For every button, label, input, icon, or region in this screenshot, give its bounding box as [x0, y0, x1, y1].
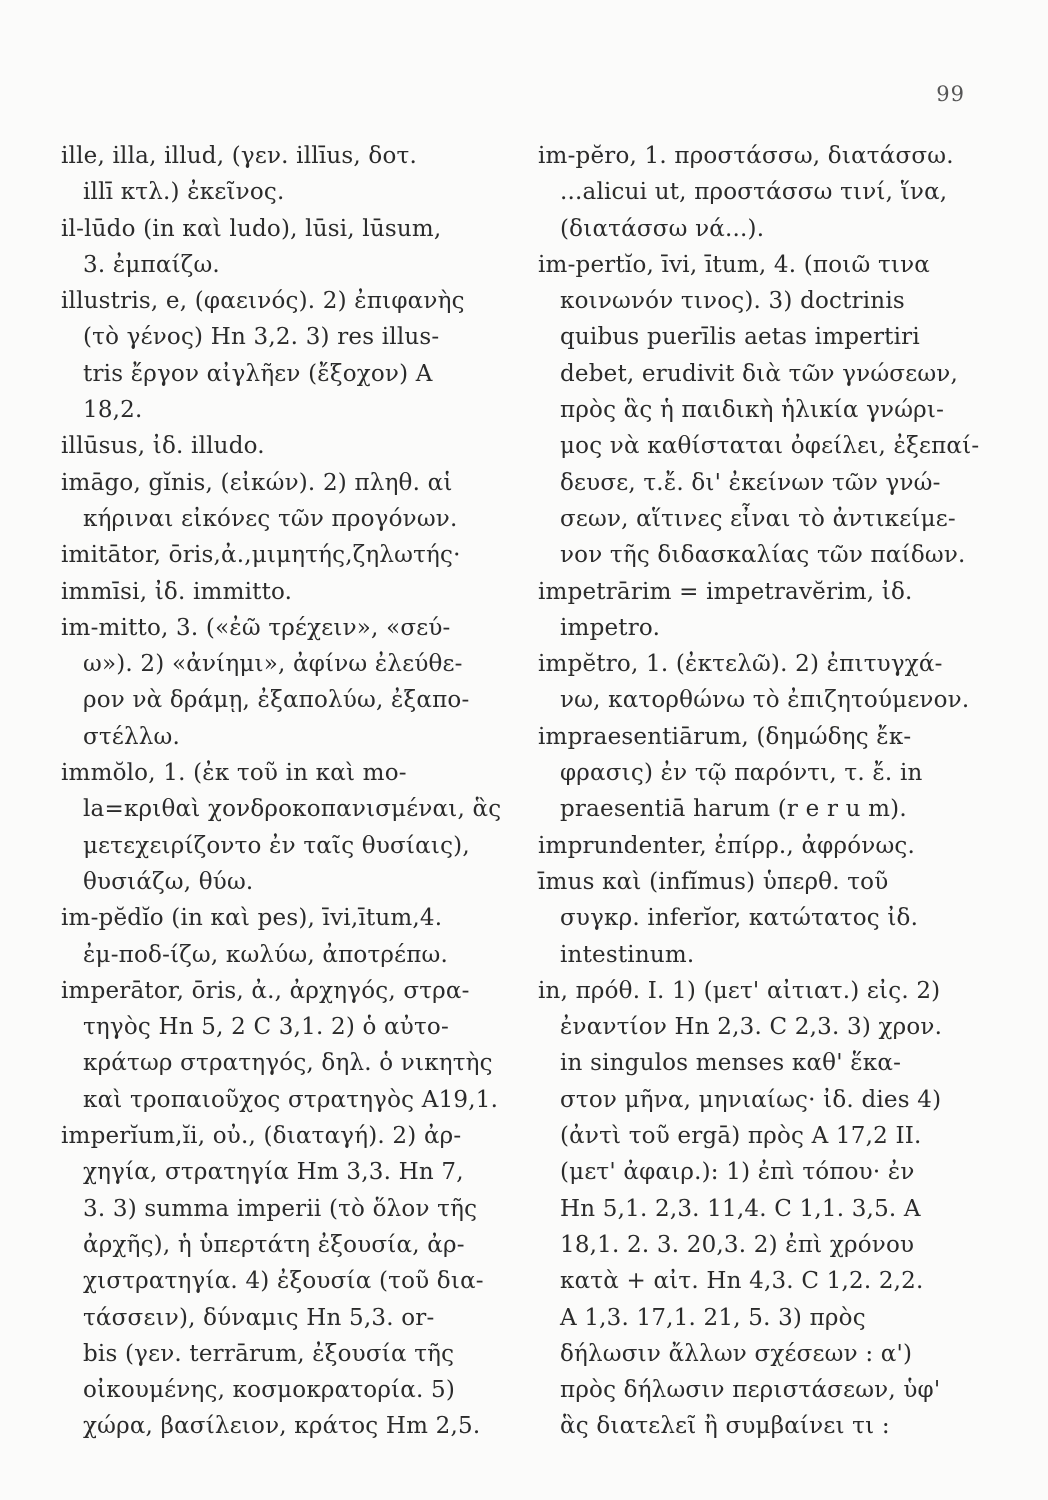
text-line: im-pĕro, 1. προστάσσω, διατάσσω.: [538, 143, 954, 169]
text-line: δήλωσιν ἄλλων σχέσεων : α'): [560, 1340, 913, 1367]
text-line: κήριναι εἰκόνες τῶν προγόνων.: [83, 505, 458, 532]
text-line: imperĭum,ĭi, οὐ., (διαταγή). 2) ἀρ-: [61, 1123, 462, 1150]
text-line: ἃς διατελεῖ ἢ συμβαίνει τι :: [560, 1413, 890, 1440]
text-line: συγκρ. inferĭor, κατώτατος ἰδ.: [560, 905, 919, 932]
text-line: ἐμ-ποδ-ίζω, κωλύω, ἀποτρέπω.: [83, 941, 449, 968]
text-line: θυσιάζω, θύω.: [83, 868, 254, 895]
text-line: ἐναντίον Hn 2,3. C 2,3. 3) χρον.: [560, 1014, 943, 1041]
text-line: (τὸ γένος) Hn 3,2. 3) res illus-: [83, 324, 440, 351]
text-line: impetro.: [560, 614, 661, 641]
text-line: īmus καὶ (infĭmus) ὑπερθ. τοῦ: [538, 868, 889, 895]
text-line: 18,2.: [83, 397, 143, 424]
text-line: (διατάσσω νά...).: [560, 215, 765, 242]
page-number: 99: [936, 82, 965, 106]
text-line: intestinum.: [560, 941, 695, 968]
text-line: illī κτλ.) ἐκεῖνος.: [83, 179, 285, 206]
text-line: illustris, e, (φαεινός). 2) ἐπιφανὴς: [61, 288, 465, 315]
text-line: immŏlo, 1. (ἐκ τοῦ in καὶ mo-: [61, 760, 407, 787]
text-line: καὶ τροπαιοῦχος στρατηγὸς A19,1.: [83, 1086, 499, 1113]
text-line: νω, κατορθώνω τὸ ἐπιζητούμενον.: [560, 687, 970, 714]
text-line: im-pĕdĭo (in καὶ pes), īvi,ītum,4.: [61, 905, 443, 932]
text-line: la=κριθαὶ χονδροκοπανισμέναι, ἃς: [83, 796, 502, 823]
text-line: immīsi, ἰδ. immitto.: [61, 578, 293, 605]
text-line: 18,1. 2. 3. 20,3. 2) ἐπὶ χρόνου: [560, 1231, 915, 1258]
text-line: χώρα, βασίλειον, κράτος Hm 2,5.: [83, 1413, 481, 1440]
text-line: 3. ἐμπαίζω.: [83, 251, 220, 278]
text-line: δευσε, τ.ἔ. δι' ἐκείνων τῶν γνώ-: [560, 469, 941, 496]
text-line: Hn 5,1. 2,3. 11,4. C 1,1. 3,5. A: [560, 1195, 921, 1222]
text-line: 3. 3) summa imperii (τὸ ὅλον τῆς: [83, 1195, 478, 1222]
text-line: τηγὸς Hn 5, 2 C 3,1. 2) ὁ αὐτο-: [83, 1014, 449, 1041]
text-line: οἰκουμένης, κοσμοκρατορία. 5): [83, 1377, 456, 1404]
text-line: in, πρόθ. I. 1) (μετ' αἰτιατ.) εἰς. 2): [538, 977, 941, 1004]
text-line: ille, illa, illud, (γεν. illīus, δοτ.: [61, 143, 417, 169]
text-line: il-lūdo (in καὶ ludo), lūsi, lūsum,: [61, 215, 442, 242]
text-line: ρον νὰ δράμῃ, ἐξαπολύω, ἐξαπο-: [83, 687, 470, 714]
text-line: φρασις) ἐν τῷ παρόντι, τ. ἔ. in: [560, 760, 923, 787]
text-line: imāgo, gĭnis, (εἰκών). 2) πληθ. αἱ: [61, 469, 453, 496]
text-line: σεων, αἵτινες εἶναι τὸ ἀντικείμε-: [560, 505, 956, 532]
text-line: in singulos menses καθ' ἕκα-: [560, 1050, 902, 1077]
text-line: impĕtro, 1. (ἐκτελῶ). 2) ἐπιτυγχά-: [538, 651, 943, 678]
text-line: στον μῆνα, μηνιαίως· ἰδ. dies 4): [560, 1086, 942, 1113]
text-line: impraesentiārum, (δημώδης ἔκ-: [538, 723, 912, 750]
text-line: (μετ' ἀφαιρ.): 1) ἐπὶ τόπου· ἐν: [560, 1159, 915, 1186]
text-line: μετεχειρίζοντο ἐν ταῖς θυσίαις),: [83, 832, 470, 859]
text-line: im-mitto, 3. («ἐῶ τρέχειν», «σεύ-: [61, 614, 451, 641]
text-line: praesentiā harum (r e r u m).: [560, 796, 907, 823]
text-line: A 1,3. 17,1. 21, 5. 3) πρὸς: [560, 1304, 866, 1331]
text-line: στέλλω.: [83, 723, 180, 750]
text-line: illūsus, ἰδ. illudo.: [61, 433, 265, 460]
text-line: quibus puerīlis aetas impertiri: [560, 324, 920, 351]
text-line: κράτωρ στρατηγός, δηλ. ὁ νικητὴς: [83, 1050, 493, 1077]
text-line: ἀρχῆς), ἡ ὑπερτάτη ἐξουσία, ἀρ-: [83, 1231, 465, 1258]
text-line: (ἀντὶ τοῦ ergā) πρὸς A 17,2 II.: [560, 1123, 922, 1150]
text-line: μος νὰ καθίσταται ὀφείλει, ἐξεπαί-: [560, 433, 980, 460]
text-line: imperātor, ōris, ἀ., ἀρχηγός, στρα-: [61, 977, 470, 1004]
text-line: debet, erudivit διὰ τῶν γνώσεων,: [560, 360, 958, 387]
left-column: [61, 138, 502, 1445]
text-line: ...alicui ut, προστάσσω τινί, ἵνα,: [560, 179, 948, 206]
text-line: τάσσειν), δύναμις Hn 5,3. or-: [83, 1304, 435, 1331]
right-column: [538, 138, 980, 1445]
text-line: πρὸς ἃς ἡ παιδικὴ ἡλικία γνώρι-: [560, 397, 945, 424]
text-line: κοινωνόν τινος). 3) doctrinis: [560, 288, 905, 315]
text-line: impetrārim = impetravĕrim, ἰδ.: [538, 578, 913, 605]
text-line: πρὸς δήλωσιν περιστάσεων, ὑφ': [560, 1377, 941, 1404]
text-line: bis (γεν. terrārum, ἐξουσία τῆς: [83, 1340, 455, 1367]
text-line: imprundenter, ἐπίρρ., ἀφρόνως.: [538, 832, 915, 859]
text-line: χιστρατηγία. 4) ἐξουσία (τοῦ δια-: [83, 1268, 484, 1295]
text-line: imitātor, ōris,ἀ.,μιμητής,ζηλωτής·: [61, 542, 461, 569]
text-line: κατὰ + αἰτ. Hn 4,3. C 1,2. 2,2.: [560, 1268, 924, 1295]
text-line: νον τῆς διδασκαλίας τῶν παίδων.: [560, 542, 966, 569]
text-line: tris ἔργον αἰγλῆεν (ἔξοχον) A: [83, 360, 433, 387]
text-line: im-pertĭo, īvi, ītum, 4. (ποιῶ τινα: [538, 251, 931, 278]
text-line: χηγία, στρατηγία Hm 3,3. Hn 7,: [83, 1159, 464, 1186]
text-line: ω»). 2) «ἀνίημι», ἀφίνω ἐλεύθε-: [83, 651, 463, 678]
